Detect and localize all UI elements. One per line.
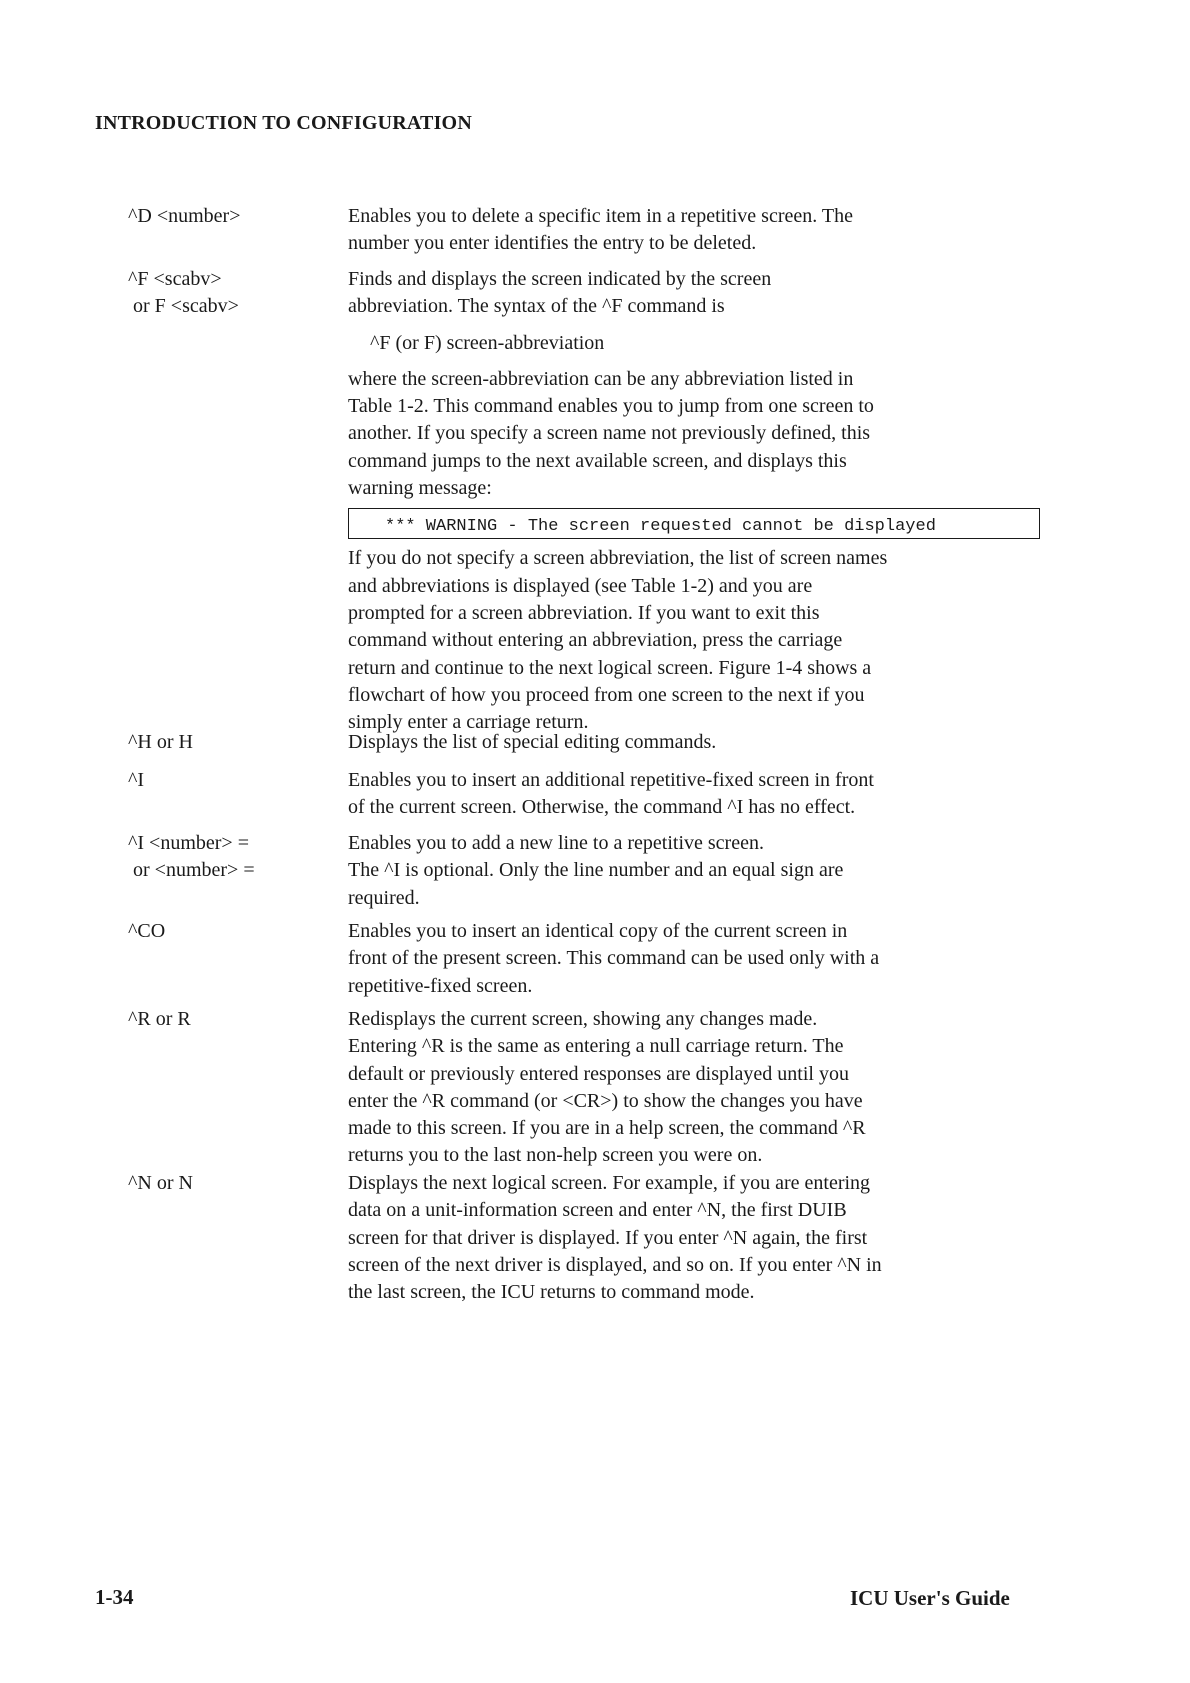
desc-line: of the current screen. Otherwise, the command ^I has no effect.: [348, 796, 856, 819]
command-term: [128, 767, 348, 794]
desc-line: Table 1-2. This command enables you to jump from one screen to: [348, 395, 874, 418]
desc-line: Displays the list of special editing commands.: [348, 731, 717, 753]
term-line: or F <scabv>: [128, 295, 239, 317]
desc-line: enter the ^R command (or <CR>) to show the changes you have: [348, 1089, 863, 1112]
desc-line: warning message:: [348, 477, 492, 500]
command-term: [128, 1170, 348, 1197]
desc-line: flowchart of how you proceed from one screen to the next if you: [348, 683, 865, 706]
desc-line: front of the present screen. This command can be used only with a: [348, 947, 880, 970]
desc-line: The ^I is optional. Only the line number and an equal sign are: [348, 859, 844, 882]
desc-line: made to this screen. If you are in a help screen, the command ^R: [348, 1117, 866, 1140]
desc-line: Enables you to insert an additional repetitive-fixed screen in front: [348, 769, 874, 791]
desc-line: command jumps to the next available screen, and displays this: [348, 449, 847, 472]
desc-line: the last screen, the ICU returns to command mode.: [348, 1281, 755, 1304]
command-description: [348, 830, 1038, 912]
term-line: ^F <scabv>: [128, 268, 222, 290]
page-header: INTRODUCTION TO CONFIGURATION: [95, 112, 472, 134]
desc-line: Displays the next logical screen. For example, if you are entering: [348, 1172, 871, 1194]
term-line: ^I: [128, 769, 145, 791]
desc-line: required.: [348, 886, 420, 909]
desc-line: number you enter identifies the entry to be deleted.: [348, 232, 757, 255]
desc-line: command without entering an abbreviation, press the carriage: [348, 629, 843, 652]
desc-line: prompted for a screen abbreviation. If you want to exit this: [348, 601, 820, 624]
desc-line: screen of the next driver is displayed, and so on. If you enter ^N in: [348, 1253, 882, 1276]
command-term: [128, 918, 348, 945]
command-term: [128, 729, 348, 756]
command-description: [348, 266, 1038, 736]
desc-line: If you do not specify a screen abbreviation, the list of screen names: [348, 547, 888, 570]
command-description: [348, 1006, 1038, 1170]
desc-line: Enables you to insert an identical copy of the current screen in: [348, 920, 848, 942]
desc-line: Finds and displays the screen indicated by the screen: [348, 268, 772, 290]
term-line: ^I <number> =: [128, 832, 249, 854]
warning-message: *** WARNING - The screen requested cannot be displayed: [385, 517, 936, 537]
page-number: 1-34: [95, 1585, 134, 1609]
command-description: [348, 1170, 1038, 1306]
desc-line: another. If you specify a screen name not previously defined, this: [348, 422, 871, 445]
term-line: ^CO: [128, 920, 166, 942]
desc-line: screen for that driver is displayed. If you enter ^N again, the first: [348, 1226, 868, 1249]
desc-line: Redisplays the current screen, showing any changes made.: [348, 1008, 818, 1030]
term-line: or <number> =: [128, 859, 255, 881]
syntax-line: ^F (or F) screen-abbreviation: [370, 331, 605, 354]
desc-line: returns you to the last non-help screen you were on.: [348, 1144, 763, 1167]
desc-line: data on a unit-information screen and enter ^N, the first DUIB: [348, 1199, 847, 1222]
book-title: ICU User's Guide: [850, 1586, 1010, 1610]
desc-line: return and continue to the next logical screen. Figure 1-4 shows a: [348, 656, 872, 679]
desc-line: simply enter a carriage return.: [348, 711, 589, 734]
command-description: [348, 918, 1038, 1000]
desc-line: Enables you to add a new line to a repetitive screen.: [348, 832, 764, 854]
desc-line: abbreviation. The syntax of the ^F command is: [348, 295, 725, 318]
warning-message-box: [348, 508, 1040, 539]
desc-line: Entering ^R is the same as entering a null carriage return. The: [348, 1035, 844, 1058]
command-description: [348, 729, 1038, 756]
term-line: ^H or H: [128, 731, 193, 753]
command-term: [128, 203, 348, 230]
term-line: ^R or R: [128, 1008, 191, 1030]
command-term: [128, 1006, 348, 1033]
term-line: ^N or N: [128, 1172, 193, 1194]
command-description: [348, 203, 1038, 258]
desc-line: where the screen-abbreviation can be any abbreviation listed in: [348, 367, 854, 390]
desc-line: default or previously entered responses are displayed until you: [348, 1062, 849, 1085]
desc-line: and abbreviations is displayed (see Table 1-2) and you are: [348, 574, 813, 597]
command-term: [128, 266, 348, 320]
desc-line: repetitive-fixed screen.: [348, 974, 533, 997]
term-line: ^D <number>: [128, 205, 241, 227]
command-description: [348, 767, 1038, 822]
desc-line: Enables you to delete a specific item in a repetitive screen. The: [348, 205, 853, 227]
command-term: [128, 830, 348, 884]
